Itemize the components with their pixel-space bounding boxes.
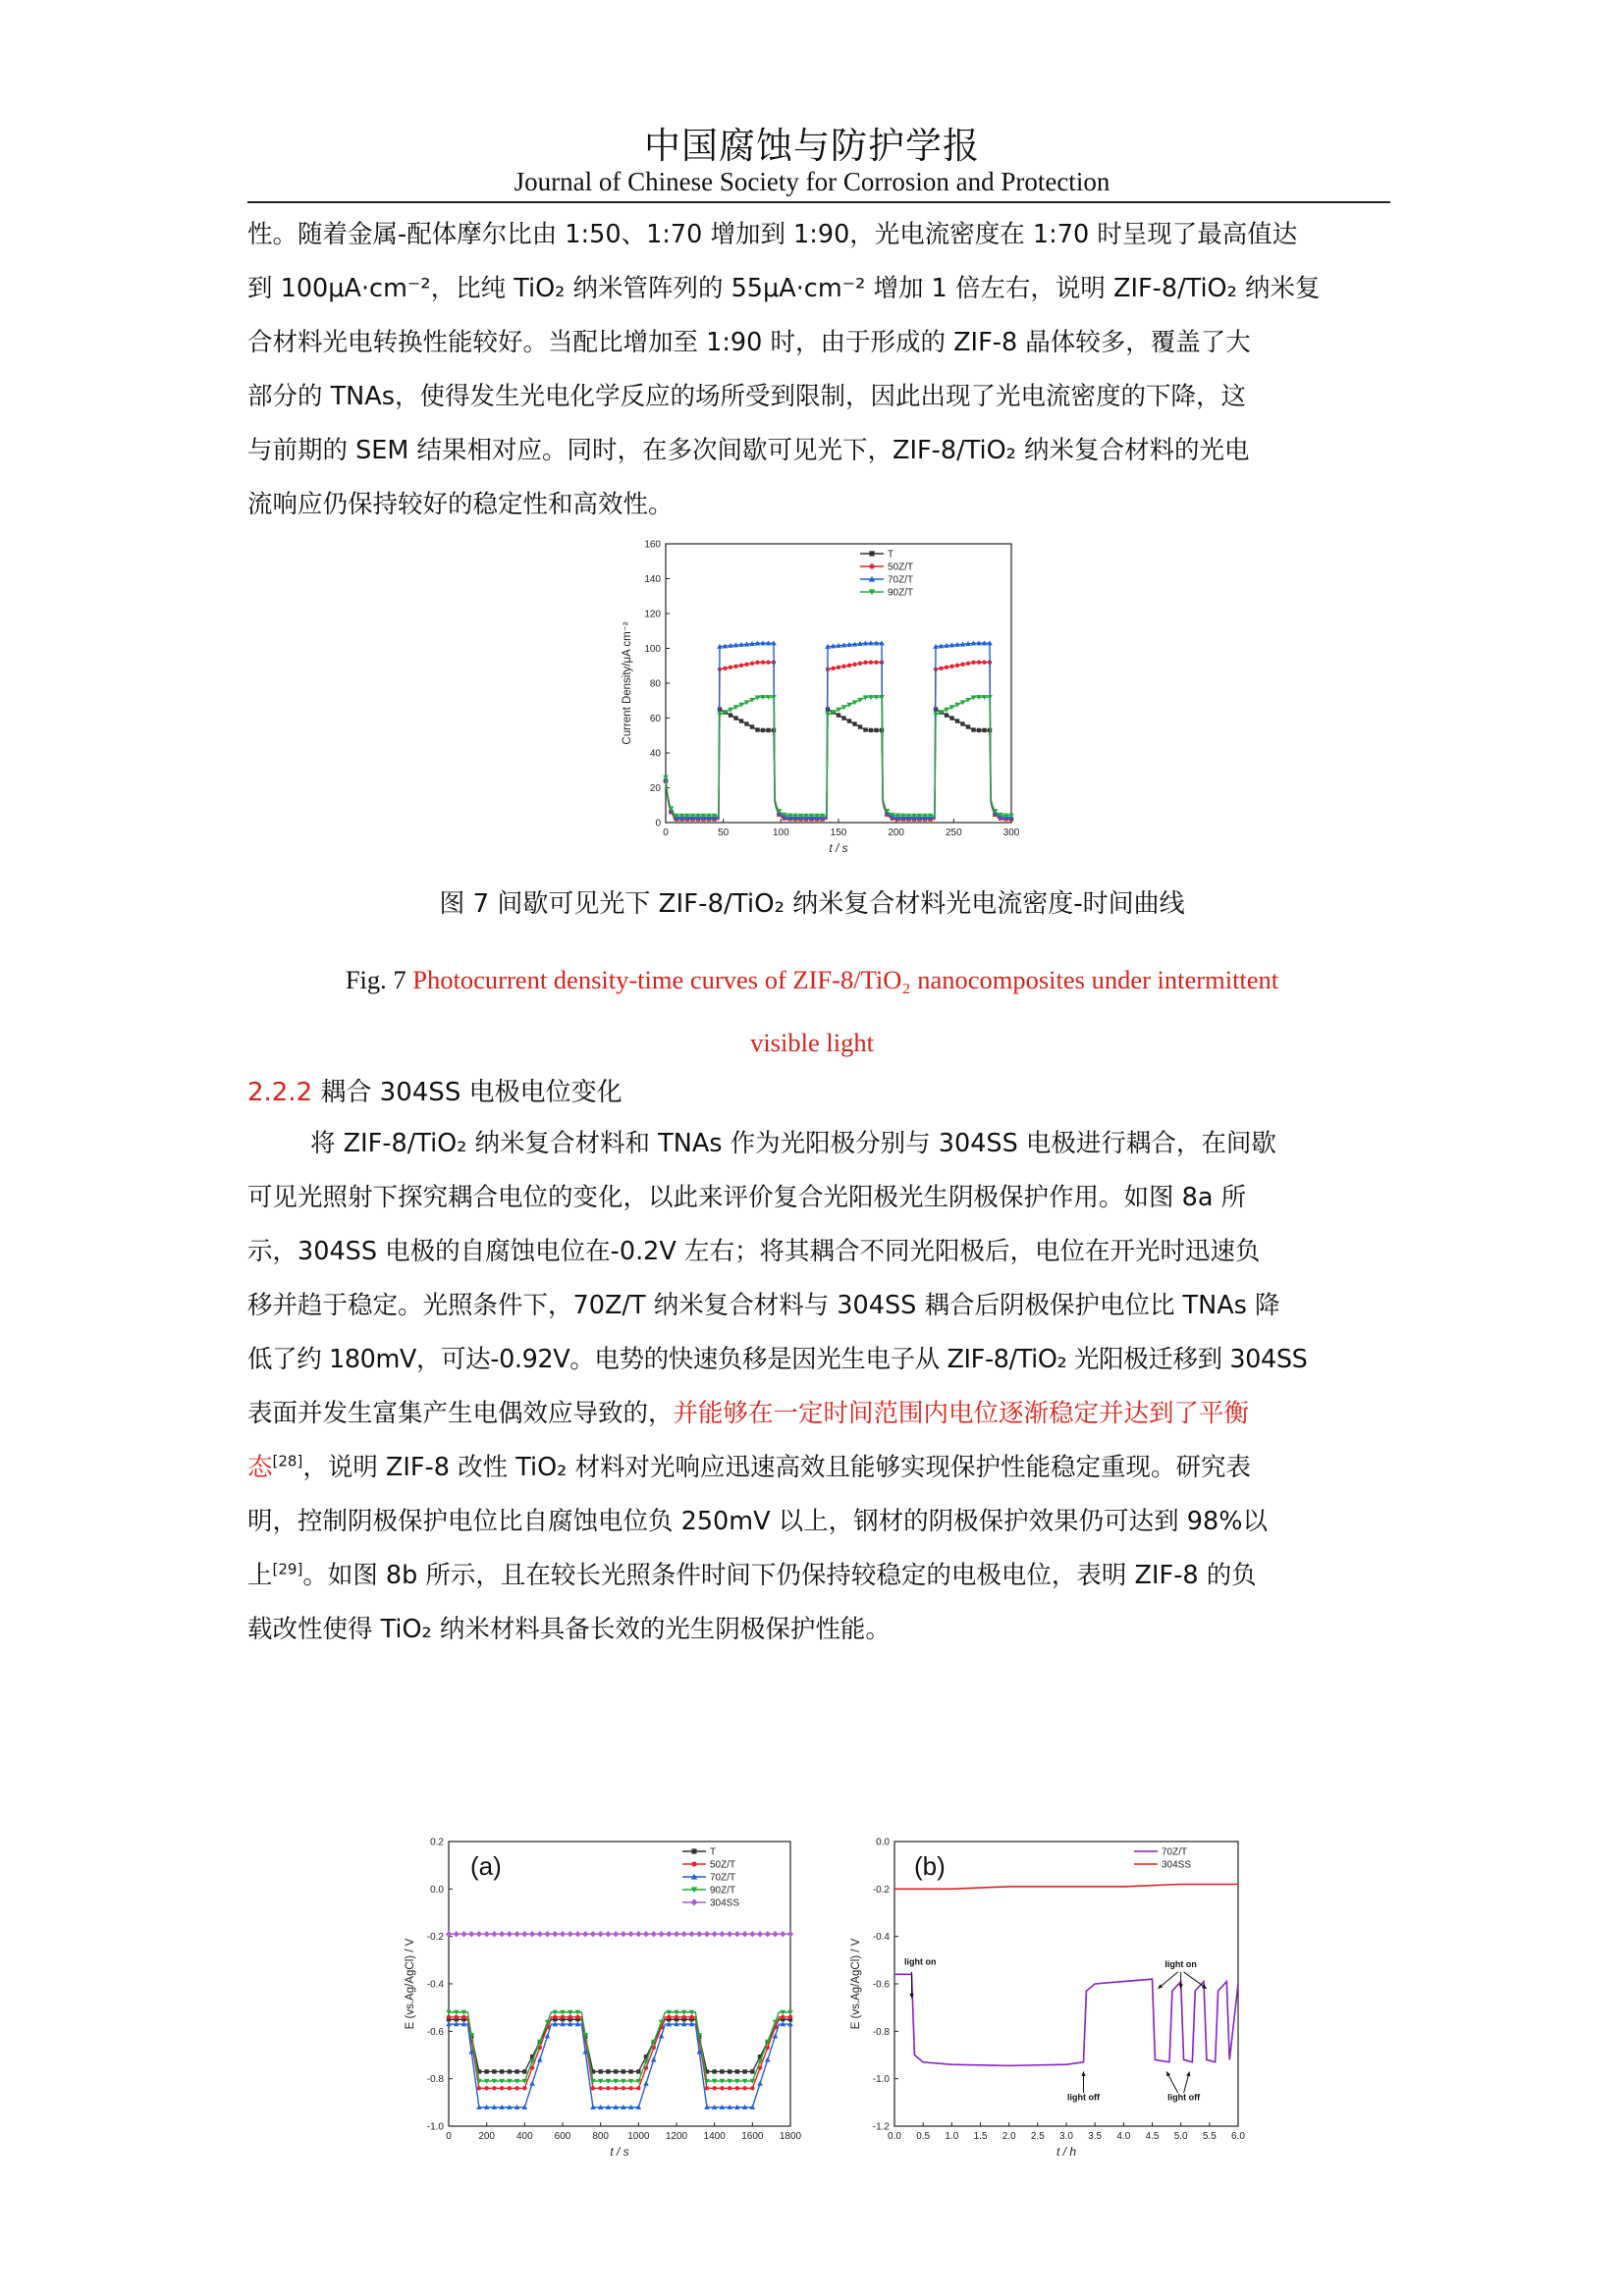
panel-label-b: (b) bbox=[914, 1851, 946, 1881]
legend-label: 70Z/T bbox=[888, 574, 914, 586]
data-point bbox=[750, 724, 754, 728]
data-point bbox=[728, 2069, 731, 2073]
data-point bbox=[597, 1931, 603, 1937]
data-point bbox=[521, 1931, 527, 1937]
x-tick-label: 100 bbox=[772, 828, 789, 838]
y-tick-label: -0.6 bbox=[426, 2026, 444, 2038]
paragraph-1-line: 到 100μA·cm⁻²，比纯 TiO₂ 纳米管阵列的 55μA·cm⁻² 增加 1 倍左右，说明 ZIF-8/TiO₂ 纳米复 bbox=[247, 274, 1321, 303]
data-point bbox=[691, 1848, 696, 1853]
legend-label: 50Z/T bbox=[888, 561, 914, 573]
paragraph-2-line bbox=[247, 1441, 1390, 1495]
data-point bbox=[553, 2015, 557, 2019]
data-point bbox=[598, 2086, 602, 2090]
data-point bbox=[500, 2069, 504, 2073]
y-tick-label: 120 bbox=[644, 609, 661, 620]
data-point bbox=[955, 719, 959, 722]
data-point bbox=[733, 716, 737, 720]
data-point bbox=[841, 716, 845, 720]
y-tick-label: 0.2 bbox=[430, 1837, 444, 1848]
data-point bbox=[606, 2086, 610, 2090]
paragraph-2-line: 明，控制阴极保护电位比自腐蚀电位负 250mV 以上，钢材的阴极保护效果仍可达到 98%以 bbox=[247, 1507, 1268, 1536]
figure-7-photocurrent-chart bbox=[609, 538, 1021, 872]
data-point bbox=[499, 1931, 505, 1937]
y-tick-label: 20 bbox=[649, 783, 661, 794]
paragraph-2-line: 低了约 180mV，可达-0.92V。电势的快速负移是因光生电子从 ZIF-8/TiO₂ 光阳极迁移到 304SS bbox=[247, 1345, 1308, 1374]
data-point bbox=[933, 713, 939, 718]
x-tick-label: 4.5 bbox=[1145, 2131, 1160, 2142]
data-point bbox=[476, 1931, 482, 1937]
legend-label: 50Z/T bbox=[710, 1859, 736, 1871]
x-tick-label: 1.5 bbox=[973, 2131, 988, 2142]
data-point bbox=[852, 663, 856, 667]
x-axis-label: t / h bbox=[1056, 2145, 1077, 2159]
x-tick-label: 150 bbox=[830, 828, 847, 838]
data-point bbox=[757, 2081, 763, 2086]
data-point bbox=[971, 727, 975, 731]
data-point bbox=[568, 1931, 573, 1937]
x-tick-label: 250 bbox=[945, 828, 962, 838]
data-point bbox=[705, 2086, 709, 2090]
data-point bbox=[847, 719, 851, 722]
plot-frame bbox=[666, 544, 1011, 823]
x-tick-label: 0 bbox=[446, 2131, 452, 2142]
data-point bbox=[749, 1931, 755, 1937]
data-point bbox=[744, 663, 748, 667]
data-point bbox=[720, 2069, 724, 2073]
y-tick-label: 100 bbox=[644, 644, 661, 655]
x-tick-label: 200 bbox=[478, 2131, 496, 2142]
data-point bbox=[621, 1931, 626, 1937]
data-point bbox=[729, 713, 732, 717]
data-point bbox=[675, 2015, 678, 2019]
data-point bbox=[447, 2015, 451, 2019]
paragraph-2-highlight: 态 bbox=[247, 1453, 273, 1482]
data-point bbox=[863, 727, 867, 731]
data-point bbox=[750, 2069, 754, 2073]
annotation-arrowhead bbox=[1081, 2071, 1085, 2076]
data-point bbox=[590, 1931, 596, 1937]
data-point bbox=[666, 1931, 672, 1937]
figure-7-caption-prefix: Fig. 7 bbox=[345, 965, 413, 994]
series-line-t bbox=[666, 710, 1011, 820]
section-title: 耦合 304SS 电极电位变化 bbox=[312, 1078, 623, 1107]
annotation-light-off: light off bbox=[1067, 2092, 1100, 2103]
y-tick-label: 0.0 bbox=[430, 1884, 444, 1896]
paragraph-1-line: 合材料光电转换性能较好。当配比增加至 1:90 时，由于形成的 ZIF-8 晶体较多，覆盖了大 bbox=[247, 328, 1251, 357]
data-point bbox=[982, 728, 986, 732]
x-tick-label: 1800 bbox=[779, 2131, 802, 2142]
legend-label: 90Z/T bbox=[888, 587, 914, 599]
data-point bbox=[755, 727, 759, 731]
data-point bbox=[696, 1931, 702, 1937]
paragraph-2-line: 可见光照射下探究耦合电位的变化，以此来评价复合光阳极光生阴极保护作用。如图 8a 所 bbox=[247, 1183, 1247, 1212]
legend-label: T bbox=[888, 549, 894, 561]
data-point bbox=[522, 2086, 526, 2090]
data-point bbox=[561, 2015, 565, 2019]
data-point bbox=[772, 1931, 778, 1937]
series-line-50zt bbox=[449, 2017, 790, 2089]
x-tick-label: 800 bbox=[592, 2131, 610, 2142]
legend-label: 70Z/T bbox=[710, 1872, 736, 1884]
data-point bbox=[461, 2015, 465, 2019]
data-point bbox=[643, 1931, 649, 1937]
y-axis-label: Current Density/μA cm⁻² bbox=[622, 621, 633, 745]
y-tick-label: 0 bbox=[655, 818, 661, 829]
data-point bbox=[560, 1931, 566, 1937]
x-tick-label: 1000 bbox=[627, 2131, 650, 2142]
data-point bbox=[635, 1931, 641, 1937]
data-point bbox=[691, 1861, 696, 1866]
data-point bbox=[712, 2086, 716, 2090]
data-point bbox=[500, 2086, 504, 2090]
data-point bbox=[728, 2086, 731, 2090]
legend-label: T bbox=[710, 1846, 717, 1858]
data-point bbox=[529, 2081, 535, 2086]
x-tick-label: 1400 bbox=[703, 2131, 726, 2142]
data-point bbox=[628, 2086, 632, 2090]
data-point bbox=[841, 665, 845, 668]
data-point bbox=[704, 1931, 710, 1937]
data-point bbox=[544, 1931, 550, 1937]
data-point bbox=[514, 2086, 518, 2090]
data-point bbox=[674, 1931, 679, 1937]
citation-28: [28] bbox=[272, 1452, 303, 1470]
data-point bbox=[719, 1931, 725, 1937]
x-tick-label: 3.5 bbox=[1088, 2131, 1103, 2142]
data-point bbox=[658, 1931, 664, 1937]
paragraph-2-text: 。如图 8b 所示，且在较长光照条件时间下仍保持较稳定的电极电位，表明 ZIF-8 的负 bbox=[302, 1561, 1257, 1590]
data-point bbox=[744, 721, 748, 725]
data-point bbox=[606, 2069, 610, 2073]
paragraph-2-text: 上 bbox=[247, 1561, 273, 1590]
data-point bbox=[733, 665, 737, 668]
data-point bbox=[460, 1931, 466, 1937]
data-point bbox=[949, 716, 953, 720]
y-axis-label: E (vs.Ag/AgCl) / V bbox=[405, 1938, 416, 2030]
paragraph-2-line: 示，304SS 电极的自腐蚀电位在-0.2V 左右；将其耦合不同光阳极后，电位在开光时迅速负 bbox=[247, 1237, 1261, 1266]
y-tick-label: -1.0 bbox=[426, 2121, 444, 2133]
data-point bbox=[739, 664, 743, 667]
y-tick-label: 0.0 bbox=[876, 1837, 890, 1848]
data-point bbox=[858, 724, 862, 728]
data-point bbox=[574, 1931, 580, 1937]
legend-label: 90Z/T bbox=[710, 1885, 736, 1896]
y-tick-label: 40 bbox=[649, 748, 661, 760]
x-axis-label: t / s bbox=[829, 841, 848, 855]
data-point bbox=[537, 2057, 543, 2062]
y-tick-label: -1.2 bbox=[872, 2121, 890, 2133]
data-point bbox=[720, 2086, 724, 2090]
figure-7-caption-cn: 图 7 间歇可见光下 ZIF-8/TiO₂ 纳米复合材料光电流密度-时间曲线 bbox=[439, 889, 1185, 919]
y-tick-label: -0.2 bbox=[426, 1932, 444, 1944]
data-point bbox=[636, 2086, 640, 2090]
data-point bbox=[582, 1931, 588, 1937]
data-point bbox=[766, 661, 770, 665]
journal-title-en: Journal of Chinese Society for Corrosion and Protection bbox=[514, 167, 1110, 196]
data-point bbox=[454, 1931, 460, 1937]
data-point bbox=[761, 728, 765, 732]
data-point bbox=[468, 1931, 474, 1937]
data-point bbox=[945, 666, 948, 669]
data-point bbox=[766, 728, 770, 732]
data-point bbox=[717, 713, 723, 718]
x-tick-label: 1200 bbox=[665, 2131, 688, 2142]
figure-7-caption-en bbox=[0, 948, 1624, 1074]
x-tick-label: 3.0 bbox=[1059, 2131, 1073, 2142]
data-point bbox=[529, 1931, 535, 1937]
y-tick-label: 160 bbox=[644, 539, 661, 551]
data-point bbox=[765, 1931, 771, 1937]
paragraph-2-line bbox=[247, 1549, 1390, 1603]
annotation-arrowhead bbox=[1202, 1984, 1207, 1988]
journal-title-cn: 中国腐蚀与防护学报 bbox=[644, 125, 980, 167]
y-tick-label: -0.8 bbox=[872, 2026, 890, 2038]
figure-8a-potential-chart bbox=[388, 1834, 820, 2167]
data-point bbox=[568, 2015, 572, 2019]
data-point bbox=[982, 661, 986, 665]
data-point bbox=[831, 667, 835, 670]
data-point bbox=[537, 1931, 543, 1937]
data-point bbox=[735, 2086, 739, 2090]
data-point bbox=[869, 661, 873, 665]
x-tick-label: 1.0 bbox=[945, 2131, 959, 2142]
paragraph-2-line: 载改性使得 TiO₂ 纳米材料具备长效的光生阴极保护性能。 bbox=[247, 1615, 891, 1644]
data-point bbox=[780, 1931, 785, 1937]
data-point bbox=[750, 662, 754, 666]
data-point bbox=[960, 663, 964, 667]
x-tick-label: 400 bbox=[515, 2131, 533, 2142]
data-point bbox=[688, 1931, 694, 1937]
data-point bbox=[598, 2069, 602, 2073]
data-point bbox=[643, 2081, 649, 2086]
data-point bbox=[735, 2069, 739, 2073]
paragraph-2-line bbox=[247, 1387, 1390, 1441]
x-axis-label: t / s bbox=[610, 2145, 629, 2159]
series-line-304ss bbox=[894, 1885, 1238, 1890]
data-point bbox=[484, 2086, 488, 2090]
data-point bbox=[755, 661, 759, 665]
data-point bbox=[681, 1931, 687, 1937]
data-point bbox=[837, 713, 840, 717]
data-point bbox=[552, 1931, 558, 1937]
data-point bbox=[508, 2069, 512, 2073]
data-point bbox=[966, 662, 970, 666]
data-point bbox=[622, 2086, 625, 2090]
citation-29: [29] bbox=[272, 1560, 303, 1578]
data-point bbox=[742, 2086, 746, 2090]
y-tick-label: -0.2 bbox=[872, 1884, 890, 1896]
data-point bbox=[863, 661, 867, 665]
x-tick-label: 200 bbox=[888, 828, 905, 838]
data-point bbox=[492, 2069, 496, 2073]
data-point bbox=[729, 666, 732, 669]
data-point bbox=[847, 664, 851, 667]
data-point bbox=[787, 1931, 793, 1937]
header-divider bbox=[247, 201, 1390, 203]
y-tick-label: 140 bbox=[644, 574, 661, 585]
x-tick-label: 50 bbox=[718, 828, 730, 838]
data-point bbox=[852, 721, 856, 725]
y-tick-label: 80 bbox=[649, 678, 661, 690]
data-point bbox=[514, 1931, 519, 1937]
y-tick-label: -0.8 bbox=[426, 2074, 444, 2086]
series-line-50zt bbox=[666, 663, 1011, 820]
data-point bbox=[628, 2069, 632, 2073]
data-point bbox=[869, 551, 874, 556]
annotation-light-on: light on bbox=[904, 1956, 937, 1967]
data-point bbox=[483, 1931, 489, 1937]
data-point bbox=[484, 2069, 488, 2073]
series-line-t bbox=[449, 2019, 790, 2071]
y-tick-label: -0.6 bbox=[872, 1979, 890, 1991]
x-tick-label: 6.0 bbox=[1231, 2131, 1245, 2142]
paragraph-2-line: 移并趋于稳定。光照条件下，70Z/T 纳米复合材料与 304SS 耦合后阴极保护电位比 TNAs 降 bbox=[247, 1291, 1280, 1320]
data-point bbox=[614, 2069, 618, 2073]
data-point bbox=[712, 2069, 716, 2073]
series-line-70zt bbox=[894, 1974, 1238, 2065]
data-point bbox=[627, 1931, 633, 1937]
data-point bbox=[727, 1931, 732, 1937]
x-tick-label: 300 bbox=[1002, 828, 1020, 838]
data-point bbox=[757, 1931, 763, 1937]
data-point bbox=[613, 1931, 619, 1937]
paragraph-1-line: 与前期的 SEM 结果相对应。同时，在多次间歇可见光下，ZIF-8/TiO₂ 纳米复合材料的光电 bbox=[247, 436, 1250, 465]
data-point bbox=[869, 563, 874, 568]
data-point bbox=[949, 665, 953, 668]
data-point bbox=[960, 721, 964, 725]
data-point bbox=[575, 2015, 579, 2019]
data-point bbox=[690, 1898, 697, 1905]
section-heading bbox=[247, 1072, 623, 1108]
x-tick-label: 0 bbox=[663, 828, 669, 838]
y-tick-label: -1.0 bbox=[872, 2074, 890, 2086]
data-point bbox=[874, 661, 878, 665]
data-point bbox=[477, 2086, 481, 2090]
data-point bbox=[667, 2015, 671, 2019]
data-point bbox=[939, 667, 943, 670]
figure-7-caption-title: Photocurrent density-time curves of ZIF-8/TiO₂ nanocomposites under intermittent bbox=[412, 965, 1279, 994]
y-tick-label: 60 bbox=[649, 714, 661, 724]
data-point bbox=[689, 2015, 693, 2019]
data-point bbox=[945, 713, 948, 717]
data-point bbox=[491, 1931, 497, 1937]
legend-label: 304SS bbox=[1162, 1859, 1192, 1871]
data-point bbox=[761, 661, 765, 665]
paragraph-2 bbox=[247, 1117, 1390, 1657]
data-point bbox=[636, 2069, 640, 2073]
y-tick-label: -0.4 bbox=[872, 1932, 890, 1944]
paragraph-1-line: 性。随着金属-配体摩尔比由 1:50、1:70 增加到 1:90，光电流密度在 1:70 时呈现了最高值达 bbox=[247, 220, 1298, 249]
data-point bbox=[825, 713, 831, 718]
data-point bbox=[874, 728, 878, 732]
data-point bbox=[955, 664, 959, 667]
data-point bbox=[741, 1931, 747, 1937]
data-point bbox=[977, 728, 981, 732]
data-point bbox=[734, 1931, 740, 1937]
data-point bbox=[742, 2069, 746, 2073]
y-tick-label: -0.4 bbox=[426, 1979, 444, 1991]
data-point bbox=[788, 2015, 792, 2019]
legend-label: 70Z/T bbox=[1162, 1846, 1188, 1858]
data-point bbox=[514, 2069, 518, 2073]
data-point bbox=[622, 2069, 625, 2073]
data-point bbox=[614, 2086, 618, 2090]
data-point bbox=[750, 2086, 754, 2090]
x-tick-label: 4.0 bbox=[1116, 2131, 1131, 2142]
x-tick-label: 2.5 bbox=[1030, 2131, 1045, 2142]
data-point bbox=[971, 661, 975, 665]
data-point bbox=[522, 2069, 526, 2073]
annotation-light-off-2: light off bbox=[1167, 2092, 1201, 2103]
data-point bbox=[591, 2086, 595, 2090]
x-tick-label: 5.5 bbox=[1202, 2131, 1217, 2142]
data-point bbox=[605, 1931, 611, 1937]
paragraph-1-line: 部分的 TNAs，使得发生光电化学反应的场所受到限制，因此出现了光电流密度的下降，这 bbox=[247, 382, 1246, 411]
data-point bbox=[837, 666, 840, 669]
x-tick-label: 2.0 bbox=[1001, 2131, 1016, 2142]
data-point bbox=[455, 2015, 459, 2019]
paragraph-2-highlight: 并能够在一定时间范围内电位逐渐稳定并达到了平衡 bbox=[673, 1399, 1250, 1428]
data-point bbox=[508, 2086, 512, 2090]
figure-7-caption-title-cont: visible light bbox=[750, 1028, 874, 1057]
data-point bbox=[765, 2057, 771, 2062]
x-tick-label: 5.0 bbox=[1173, 2131, 1188, 2142]
data-point bbox=[781, 2015, 785, 2019]
plot-frame bbox=[449, 1842, 790, 2126]
data-point bbox=[739, 719, 743, 722]
x-tick-label: 0.0 bbox=[888, 2131, 901, 2142]
data-point bbox=[651, 2057, 657, 2062]
section-number: 2.2.2 bbox=[247, 1078, 313, 1107]
panel-label-a: (a) bbox=[470, 1851, 502, 1881]
data-point bbox=[492, 2086, 496, 2090]
figure-8b-long-term-potential-chart bbox=[839, 1834, 1262, 2167]
paragraph-2-text: 表面并发生富集产生电偶效应导致的， bbox=[247, 1399, 674, 1428]
data-point bbox=[977, 661, 981, 665]
data-point bbox=[966, 724, 970, 728]
x-tick-label: 1600 bbox=[741, 2131, 764, 2142]
data-point bbox=[858, 662, 862, 666]
paragraph-1 bbox=[247, 208, 1390, 532]
annotation-arrowhead bbox=[1178, 1984, 1182, 1989]
legend-label: 304SS bbox=[710, 1897, 740, 1909]
data-point bbox=[711, 1931, 717, 1937]
data-point bbox=[682, 2015, 686, 2019]
data-point bbox=[723, 667, 727, 670]
series-line-70zt bbox=[449, 2024, 790, 2108]
data-point bbox=[507, 1931, 513, 1937]
x-tick-label: 0.5 bbox=[916, 2131, 931, 2142]
x-tick-label: 600 bbox=[554, 2131, 571, 2142]
paragraph-2-text: ，说明 ZIF-8 改性 TiO₂ 材料对光响应迅速高效且能够实现保护性能稳定重现。研究表 bbox=[302, 1453, 1251, 1482]
annotation-light-on-2: light on bbox=[1164, 1959, 1197, 1970]
data-point bbox=[869, 728, 873, 732]
paragraph-1-line: 流响应仍保持较好的稳定性和高效性。 bbox=[247, 490, 674, 519]
data-point bbox=[651, 1931, 657, 1937]
paragraph-2-line: 将 ZIF-8/TiO₂ 纳米复合材料和 TNAs 作为光阳极分别与 304SS 电极进行耦合，在间歇 bbox=[310, 1129, 1276, 1158]
y-axis-label: E (vs.Ag/AgCl) / V bbox=[850, 1938, 862, 2030]
